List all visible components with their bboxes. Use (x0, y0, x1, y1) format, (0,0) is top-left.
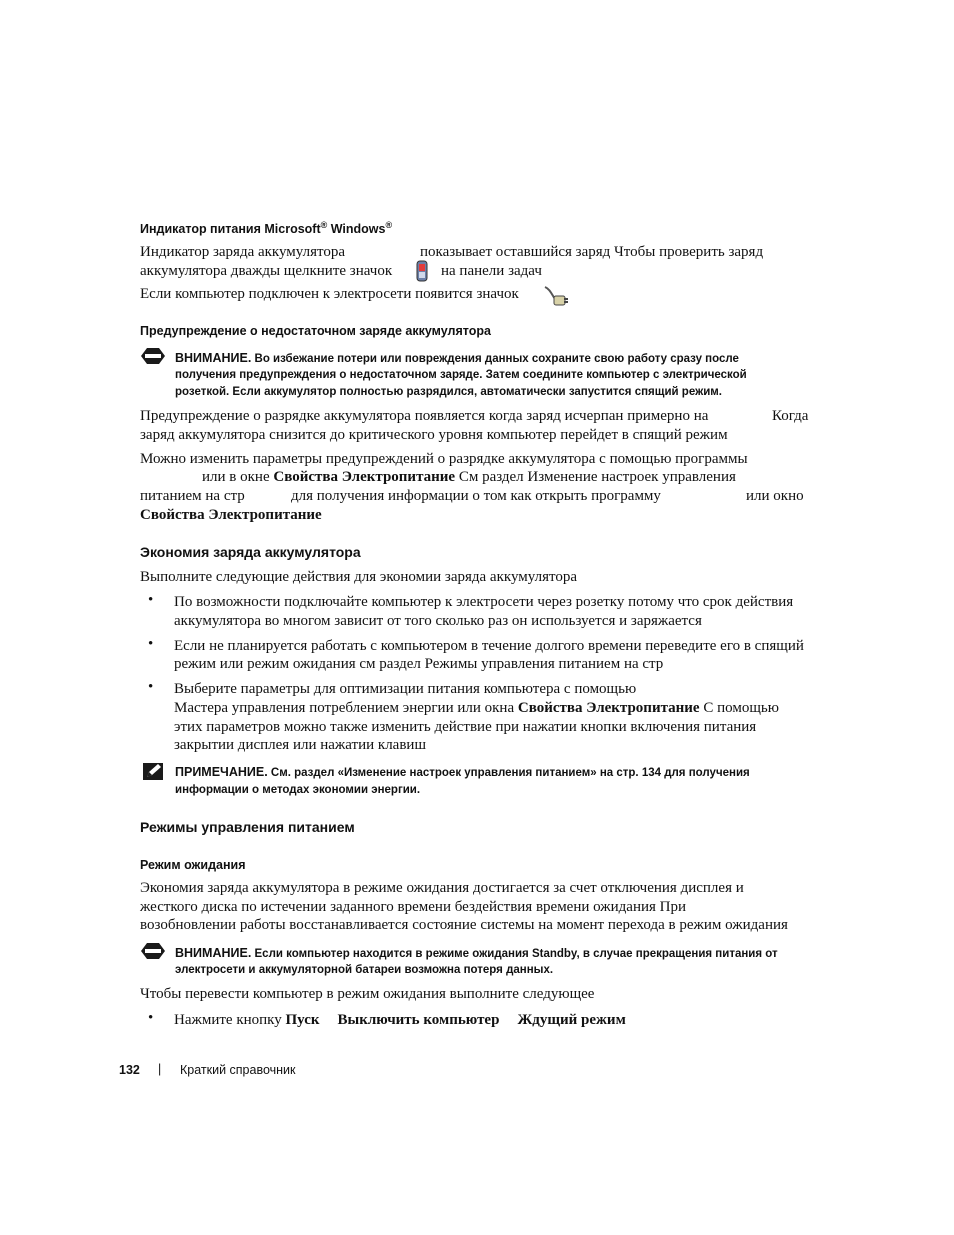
ac-power-plug-icon (542, 283, 570, 309)
paragraph-line: заряд аккумулятора снизится до критического уровня компьютер перейдет в спящий режим (140, 427, 728, 443)
list-item-continuation (174, 699, 779, 718)
subsection-heading-standby: Режим ожидания (140, 858, 246, 872)
section-heading-power-meter (140, 220, 392, 236)
paragraph-line: Выполните следующие действия для экономии заряда аккумулятора (140, 569, 577, 585)
paragraph-line: жесткого диска по истечении заданного времени бездействия времени ожидания При (140, 899, 687, 915)
caution-text-line: получения предупреждения о недостаточном заряде. Затем соедините компьютер с электрической (175, 369, 747, 381)
note-block (175, 764, 750, 782)
bullet-glyph: • (148, 636, 154, 652)
note-text: См. раздел «Изменение настроек управления питанием» на стр. 134 для получения (267, 767, 750, 779)
text-run: Мастера управления потреблением энергии или окна (174, 700, 518, 716)
paragraph-line: или окно (746, 488, 804, 504)
paragraph-line: Предупреждение о разрядке аккумулятора появляется когда заряд исчерпан примерно на (140, 408, 709, 424)
caution-text-line: розеткой. Если аккумулятор полностью разрядился, автоматически запустится спящий режим. (175, 386, 722, 398)
paragraph-line: Индикатор заряда аккумулятора (140, 244, 346, 260)
registered-mark: ® (385, 220, 393, 230)
text-run: Нажмите кнопку (174, 1012, 286, 1028)
bold-term: Свойства Электропитание (273, 469, 456, 485)
heading-text-windows: Windows (327, 222, 386, 237)
list-item-continuation: закрытии дисплея или нажатии клавиш (174, 737, 427, 753)
note-pencil-icon (142, 761, 164, 781)
bullet-glyph: • (148, 592, 154, 608)
paragraph-line: Если компьютер подключен к электросети появится значок (140, 286, 519, 302)
paragraph-line: Когда (772, 408, 809, 424)
paragraph-line: возобновлении работы восстанавливается состояние системы на момент перехода в режим ожидания (140, 917, 788, 933)
list-item: Выберите параметры для оптимизации питания компьютера с помощью (174, 681, 637, 697)
paragraph-line: аккумулятора дважды щелкните значок (140, 263, 393, 279)
bold-term: Пуск (285, 1012, 320, 1028)
caution-text: Если компьютер находится в режиме ожидания Standby, в случае прекращения питания от (251, 948, 778, 960)
text-run: или в окне (202, 469, 274, 485)
registered-mark: ® (320, 220, 328, 230)
caution-text: Во избежание потери или повреждения данных сохраните свою работу сразу после (251, 353, 739, 365)
paragraph-line: Чтобы перевести компьютер в режим ожидания выполните следующее (140, 986, 595, 1002)
list-item-continuation: аккумулятора во многом зависит от того сколько раз он используется и заряжается (174, 613, 702, 629)
caution-label: ВНИМАНИЕ. (175, 351, 252, 365)
paragraph-line: Можно изменить параметры предупреждений о разрядке аккумулятора с помощью программы (140, 451, 748, 467)
section-heading-low-battery: Предупреждение о недостаточном заряде аккумулятора (140, 324, 491, 338)
paragraph-line: Экономия заряда аккумулятора в режиме ожидания достигается за счет отключения дисплея и (140, 880, 744, 896)
caution-note (175, 945, 778, 963)
battery-meter-icon (414, 260, 430, 282)
paragraph-line: для получения информации о том как открыть программу (291, 488, 661, 504)
bold-term: Выключить компьютер (337, 1012, 500, 1028)
list-item-continuation: этих параметров можно также изменить действие при нажатии кнопки включения питания (174, 719, 757, 735)
text-run: С помощью (699, 700, 779, 716)
bullet-glyph: • (148, 1010, 154, 1026)
paragraph-line (202, 468, 736, 487)
paragraph-line: питанием на стр (140, 488, 245, 504)
caution-label: ВНИМАНИЕ. (175, 946, 252, 960)
bold-term: Свойства Электропитание (140, 507, 322, 523)
caution-icon (140, 347, 166, 365)
list-item: По возможности подключайте компьютер к электросети через розетку потому что срок действия (174, 594, 794, 610)
caution-note (175, 350, 739, 368)
caution-text-line: электросети и аккумуляторной батареи возможна потеря данных. (175, 964, 554, 976)
bold-term: Свойства Электропитание (517, 700, 700, 716)
bold-term: Ждущий режим (517, 1012, 626, 1028)
list-item (174, 1011, 626, 1030)
paragraph-line: показывает оставшийся заряд Чтобы проверить заряд (420, 244, 764, 260)
page-number: 132 (119, 1063, 140, 1077)
paragraph-line (140, 506, 322, 525)
footer-separator: | (158, 1062, 162, 1076)
section-heading-economy: Экономия заряда аккумулятора (140, 544, 361, 560)
list-item-continuation: режим или режим ожидания см раздел Режимы управления питанием на стр (174, 656, 664, 672)
caution-icon (140, 942, 166, 960)
bullet-glyph: • (148, 679, 154, 695)
note-label: ПРИМЕЧАНИЕ. (175, 765, 268, 779)
section-heading-power-modes: Режимы управления питанием (140, 819, 355, 835)
note-text-line: информации о методах экономии энергии. (175, 784, 421, 796)
footer-title: Краткий справочник (180, 1063, 296, 1077)
text-run: См раздел Изменение настроек управления (455, 469, 736, 485)
list-item: Если не планируется работать с компьютером в течение долгого времени переведите его в спящий (174, 638, 804, 654)
paragraph-line: на панели задач (441, 263, 542, 279)
heading-text: Индикатор питания Microsoft (140, 222, 321, 237)
